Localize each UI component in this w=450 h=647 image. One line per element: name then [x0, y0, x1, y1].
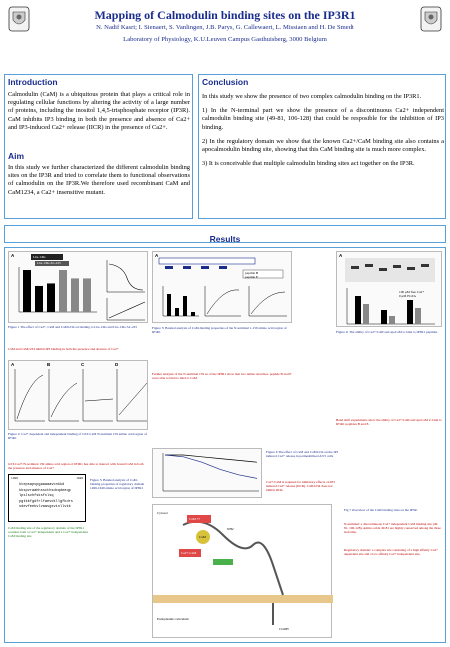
figure-1-bar-chart — [9, 252, 149, 324]
fig1-label-lbs-dl: Lbs-1/Rs ΔL-225 — [37, 261, 61, 265]
university-seal-icon — [420, 6, 442, 32]
figure-5-conclusion: CaM binding site of the regulatory domain of the IP3R1 contains both a Ca2+ independent and a Ca2+ independent CaM binding site — [8, 526, 88, 538]
figure-3-diagram — [153, 252, 293, 324]
figure-4-conclusion: Band shift experiments show the ability of Ca2+/CaM and apoCaM to bind to IP3R1 peptides B and E. — [336, 418, 442, 426]
figure-7-conclusion-2: Regulatory domain: a complex site consisting of a high affinity Ca2+ dependent site and a low affinity Ca2+ independent site. — [344, 548, 438, 556]
introduction-text: Calmodulin (CaM) is a ubiquitous protein that plays a critical role in regulating cellular functions by altering the activity of a large number of proteins, including the inositol 1,4,5-trisphosphate receptor (IP3R). CaM inhibits IP3 binding in both the presence and absence of Ca2+ and IP3-induced Ca2+ release (IICR) in the presence of Ca2+. — [8, 91, 190, 131]
bar — [47, 283, 55, 312]
fig3-legend-1: peptide B — [245, 271, 259, 275]
figure-2-conclusion: GST-Ca2+/N-terminal 159 amino acid region of IP3R1 has able to interact with bound CaM in both the presence and absence of Ca2+ — [8, 462, 144, 470]
figure-6 — [152, 448, 262, 498]
results-heading: Results — [209, 234, 241, 244]
figure-5-sequences — [8, 474, 86, 522]
panel-a-label: A — [11, 362, 15, 367]
sequence-line: sdevfeekvlvaasgsvinllvkk — [19, 505, 71, 509]
university-seal-icon — [8, 6, 30, 32]
poster-affiliation: Laboratory of Physiology, K.U.Leuven Campus Gasthuisberg, 3000 Belgium — [123, 36, 327, 43]
fig7-cytosol: Cytosol — [157, 511, 168, 515]
conclusion-p2: 1) In the N-terminal part we show the presence of a discontinuous Ca2+ independent calmodulin binding site (49-81, 106-128) that could be resposible for the inhibition of IP3 binding. — [202, 107, 444, 131]
fig7-nh2: NH2 — [227, 527, 234, 531]
aim-text: In this study we further characterized the different calmodulin binding sites on the IP3R and tried to correlate them to functional observations of calmodulin on the IP3R.We therefore used recombinant CaM and CaM1234, a Ca2+ insensitive mutant. — [8, 164, 190, 196]
figure-6-caption: Figure 6 The effect of CaM and CaM1234 on the IP3 induced Ca2+ release in permeabilised A7r5 cells — [266, 450, 339, 458]
bar — [35, 286, 43, 312]
sequence-line: lpslsvhfsksfslsq — [19, 494, 54, 498]
figure-3 — [152, 251, 292, 323]
poster-title: Mapping of Calmodulin binding sites on the IP3R1 — [94, 8, 356, 22]
conclusion-p3: 2) In the regulatory domain we show that the known Ca2+/CaM binding site also contains a apocalmodulin binding site, showing that this CaM binding site is much more complex. — [202, 137, 444, 154]
poster-header — [8, 6, 442, 46]
bar — [59, 270, 67, 312]
fig7-ca-cam: Ca2+-CaM — [181, 551, 197, 555]
panel-a-label: A — [339, 253, 343, 258]
aim-heading: Aim — [8, 151, 25, 161]
conclusion-text — [202, 93, 444, 174]
figure-5-caption: Figure 5: Banded analysis of CaM-binding properties of regulatory domain 1499-1649 amino acid region of IP3R1 — [90, 478, 145, 490]
fig7-cooh: COOH — [279, 627, 289, 631]
fig7-cam77: CaM 77 — [189, 517, 201, 521]
conclusion-heading: Conclusion — [202, 77, 249, 87]
figure-3-conclusion: Further analysis of the N-terminal 159 aa of the IP3R1 show that two amino stretches, peptide B and E were able to bind to bind to CaM — [152, 372, 292, 380]
figure-1-caption: Figure 1 The effect of Ca2+, CaM and CaM1234 on binding to Lbs-1/Rs and Lbs-1/Rs ΔL-225 — [8, 325, 138, 329]
figure-7-caption: Fig 7 Overview of the CaM binding sites on the IP3R. — [344, 508, 418, 512]
figure-7 — [152, 504, 332, 638]
figure-1 — [8, 251, 148, 323]
figure-2-binding-curves — [9, 361, 149, 431]
figure-2-caption: Figure 2: Ca2+ dependent and independent binding of GST-CaM N-terminal 159 amino acid region of IP3R1 — [8, 432, 147, 440]
results-bar — [4, 225, 446, 243]
panel-a-label: A — [11, 253, 15, 258]
introduction-heading: Introduction — [8, 77, 58, 87]
sequence-line: ktepsapvpgaaaaavcnkkd — [19, 483, 65, 487]
seq-start: 1499 — [11, 476, 18, 480]
figure-4 — [336, 251, 442, 327]
figure-4-caption: Figure 4: The ability of Ca2+/CaM and apoCaM to bind to IP3R1 peptides — [336, 330, 438, 334]
bar — [83, 278, 91, 312]
figure-3-caption: Figure 3: Banded analysis of CaM-binding properties of the N-terminal 1-159 amino acid region of IP3R1 — [152, 326, 287, 334]
figure-6-conclusion: Ca2+/CaM is required for inhibitory effects on IP3 induced Ca2+ release (IICR). CaM1234 does not inhibit IICR. — [266, 480, 335, 492]
series-line — [165, 455, 257, 478]
fig4-legend-1: 100 μM free Ca2+ — [399, 290, 425, 294]
conclusion-p4: 3) It is conceivable that multiple calmodulin binding sites act together on the IP3R. — [202, 160, 415, 168]
fig3-legend-2: peptide E — [245, 275, 258, 279]
sequence-line: kkspvraahhsscthsdcqdeeqp — [19, 488, 71, 493]
figure-1-conclusion: CaM and CaM1234 inhibit IP3 binding in both the presence and absence of Ca2+ — [8, 347, 119, 351]
fig7-cam: CaM — [199, 535, 206, 539]
panel-b-label: B — [47, 362, 51, 367]
bar — [23, 270, 31, 312]
fig1-label-lbs: Lbs-1/Rs — [33, 255, 46, 259]
sequence-list — [19, 483, 73, 511]
panel-c-label: C — [81, 362, 85, 367]
seq-end: 1649 — [76, 476, 83, 480]
poster-authors: N. Nadif Kasri; I. Sienaert, S. Vanlingen, J.B. Parys, G. Callewaert, L. Missiaen and H. De Smedt — [96, 24, 354, 31]
conclusion-p1: In this study we show the presence of two complex calmodulin binding on the IP3R1. — [202, 93, 422, 100]
panel-a-label: A — [155, 253, 159, 258]
figure-2 — [8, 360, 148, 430]
fig4-legend-2: 0 μM EGTA — [399, 294, 416, 298]
bar — [71, 278, 79, 312]
figure-7-conclusion-1: N-terminal: a discontinuous Ca2+ independent CaM binding site (49-81, 106-128). Amino acids 49-81 are highly conserved among the three isoforms. — [344, 522, 441, 534]
figure-4-band-shift — [337, 252, 443, 328]
sequence-line: pgtkkfgdfrlfaevdtllgfkdrs — [19, 499, 73, 504]
figure-6-line-chart — [153, 449, 263, 499]
fig7-er: Endoplasmic reticulum — [157, 617, 189, 621]
panel-d-label: D — [115, 362, 119, 367]
